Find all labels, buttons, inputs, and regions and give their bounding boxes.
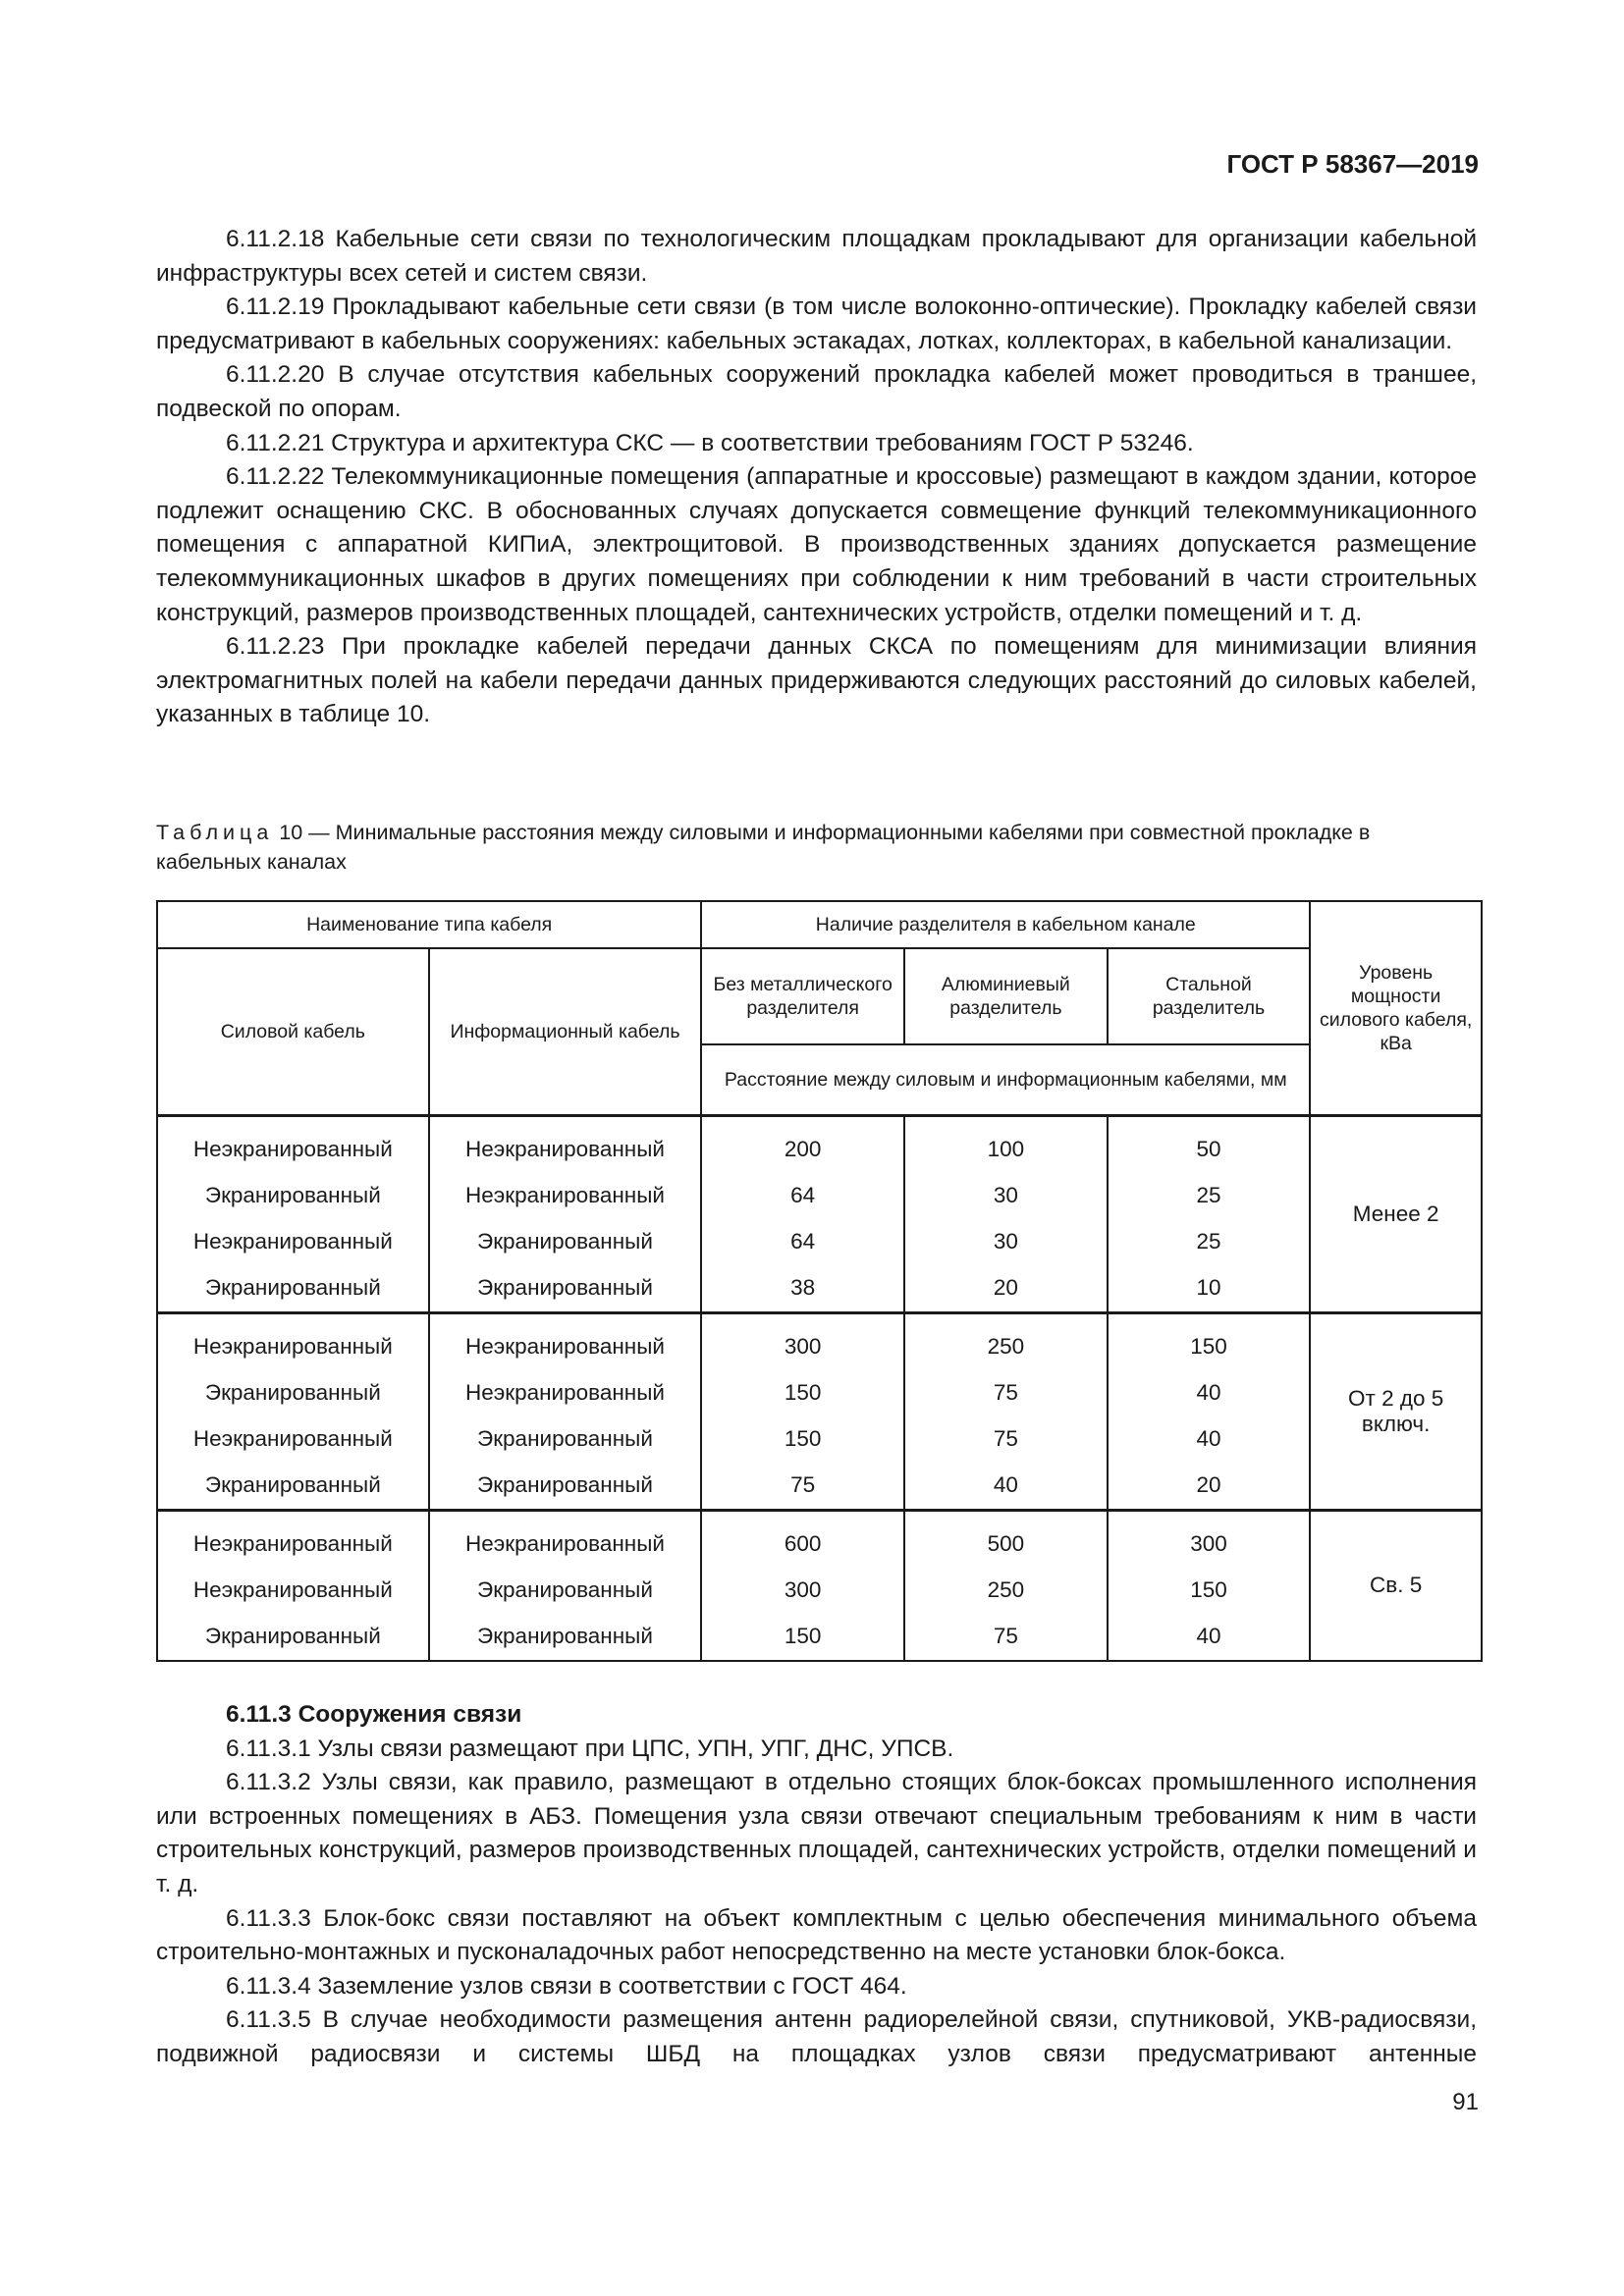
power-cable-cell: Неэкранированный	[157, 1312, 429, 1370]
info-cable-cell: Неэкранированный	[429, 1312, 702, 1370]
table-caption-text: 10 — Минимальные расстояния между силовыми и информационными кабелями при совместной прокладке в кабельных каналах	[156, 821, 1371, 874]
no-metal-distance-cell: 64	[701, 1219, 904, 1265]
paragraph: 6.11.2.22 Телекоммуникационные помещения (аппаратные и кроссовые) размещают в каждом здании, которое подлежит оснащению СКС. В обоснованных случаях допускается совмещение функций телекоммуникационного помещения с аппаратной КИПиА, электрощитовой. В производственных зданиях допускается размещение телекоммуникационных шкафов в других помещениях при соблюдении к ним требований в части строительных конструкций, размеров производственных площадей, сантехнических устройств, отделки помещений и т. д.	[156, 463, 1477, 626]
header-info-cable: Информационный кабель	[429, 948, 702, 1115]
power-level-cell: Св. 5	[1310, 1510, 1482, 1661]
info-cable-cell: Экранированный	[429, 1568, 702, 1614]
paragraph: 6.11.3.1 Узлы связи размещают при ЦПС, УПН, УПГ, ДНС, УПСВ.	[226, 1735, 954, 1762]
power-cable-cell: Экранированный	[157, 1614, 429, 1661]
no-metal-distance-cell: 150	[701, 1614, 904, 1661]
power-cable-cell: Неэкранированный	[157, 1568, 429, 1614]
table-caption-label: Таблица	[156, 821, 274, 844]
body-text-top	[156, 223, 1477, 732]
info-cable-cell: Экранированный	[429, 1416, 702, 1463]
header-aluminum-separator: Алюминиевый разделитель	[904, 948, 1108, 1044]
table-row	[157, 1416, 1482, 1463]
table-row	[157, 1568, 1482, 1614]
header-no-metal-separator: Без металлического разделителя	[701, 948, 904, 1044]
aluminum-distance-cell: 20	[904, 1265, 1108, 1313]
paragraph: 6.11.2.19 Прокладывают кабельные сети связи (в том числе волоконно-оптические). Прокладку кабелей связи предусматривают в кабельных сооружениях: кабельных эстакадах, лотках, коллекторах, в кабельной канализации.	[156, 294, 1477, 354]
table-row	[157, 1265, 1482, 1313]
paragraph: 6.11.2.18 Кабельные сети связи по технологическим площадкам прокладывают для организации кабельной инфраструктуры всех сетей и систем связи.	[156, 226, 1477, 287]
aluminum-distance-cell: 40	[904, 1463, 1108, 1511]
header-separator-group: Наличие разделителя в кабельном канале	[701, 901, 1310, 948]
header-cable-type-group: Наименование типа кабеля	[157, 901, 701, 948]
power-level-cell: Менее 2	[1310, 1115, 1482, 1312]
aluminum-distance-cell: 75	[904, 1370, 1108, 1416]
steel-distance-cell: 50	[1108, 1115, 1311, 1173]
no-metal-distance-cell: 75	[701, 1463, 904, 1511]
table-row	[157, 1614, 1482, 1661]
steel-distance-cell: 150	[1108, 1312, 1311, 1370]
table-row	[157, 1312, 1482, 1370]
power-cable-cell: Экранированный	[157, 1265, 429, 1313]
aluminum-distance-cell: 100	[904, 1115, 1108, 1173]
power-cable-cell: Неэкранированный	[157, 1416, 429, 1463]
no-metal-distance-cell: 38	[701, 1265, 904, 1313]
no-metal-distance-cell: 200	[701, 1115, 904, 1173]
power-level-cell: От 2 до 5 включ.	[1310, 1312, 1482, 1510]
steel-distance-cell: 300	[1108, 1510, 1311, 1568]
aluminum-distance-cell: 75	[904, 1416, 1108, 1463]
steel-distance-cell: 40	[1108, 1416, 1311, 1463]
table-row	[157, 1370, 1482, 1416]
table-row	[157, 1173, 1482, 1219]
steel-distance-cell: 25	[1108, 1173, 1311, 1219]
aluminum-distance-cell: 75	[904, 1614, 1108, 1661]
info-cable-cell: Экранированный	[429, 1463, 702, 1511]
info-cable-cell: Неэкранированный	[429, 1173, 702, 1219]
aluminum-distance-cell: 500	[904, 1510, 1108, 1568]
power-cable-cell: Экранированный	[157, 1370, 429, 1416]
no-metal-distance-cell: 64	[701, 1173, 904, 1219]
no-metal-distance-cell: 300	[701, 1312, 904, 1370]
info-cable-cell: Экранированный	[429, 1614, 702, 1661]
paragraph: 6.11.2.21 Структура и архитектура СКС — в соответствии требованиям ГОСТ Р 53246.	[226, 429, 1194, 456]
power-cable-cell: Неэкранированный	[157, 1115, 429, 1173]
page-number: 91	[1452, 2089, 1479, 2115]
table-caption	[156, 818, 1477, 877]
steel-distance-cell: 25	[1108, 1219, 1311, 1265]
paragraph: 6.11.3.5 В случае необходимости размещения антенн радиорелейной связи, спутниковой, УКВ-радиосвязи, подвижной радиосвязи и системы ШБД на площадках узлов связи предусматривают антенные	[156, 2006, 1477, 2067]
paragraph: 6.11.3.2 Узлы связи, как правило, размещают в отдельно стоящих блок-боксах промышленного исполнения или встроенных помещениях в АБЗ. Помещения узла связи отвечают специальным требованиям к ним в части строительных конструкций, размеров производственных площадей, сантехнических устройств, отделки помещений и т. д.	[156, 1769, 1477, 1897]
no-metal-distance-cell: 600	[701, 1510, 904, 1568]
document-id-header: ГОСТ Р 58367—2019	[1226, 149, 1479, 179]
section-6-11-3	[156, 1698, 1477, 2072]
paragraph: 6.11.3.4 Заземление узлов связи в соответствии с ГОСТ 464.	[226, 1972, 907, 2000]
info-cable-cell: Неэкранированный	[429, 1370, 702, 1416]
steel-distance-cell: 10	[1108, 1265, 1311, 1313]
cable-distance-table	[156, 900, 1483, 1662]
power-cable-cell: Неэкранированный	[157, 1219, 429, 1265]
paragraph: 6.11.2.23 При прокладке кабелей передачи данных СКСА по помещениям для минимизации влияния электромагнитных полей на кабели передачи данных придерживаются следующих расстояний до силовых кабелей, указанных в таблице 10.	[156, 633, 1477, 728]
paragraph: 6.11.2.20 В случае отсутствия кабельных сооружений прокладка кабелей может проводиться в траншее, подвеской по опорам.	[156, 361, 1477, 422]
header-steel-separator: Стальной разделитель	[1108, 948, 1311, 1044]
power-cable-cell: Экранированный	[157, 1463, 429, 1511]
info-cable-cell: Неэкранированный	[429, 1510, 702, 1568]
info-cable-cell: Неэкранированный	[429, 1115, 702, 1173]
steel-distance-cell: 20	[1108, 1463, 1311, 1511]
no-metal-distance-cell: 150	[701, 1416, 904, 1463]
power-cable-cell: Неэкранированный	[157, 1510, 429, 1568]
info-cable-cell: Экранированный	[429, 1219, 702, 1265]
steel-distance-cell: 150	[1108, 1568, 1311, 1614]
header-distance: Расстояние между силовым и информационным кабелями, мм	[701, 1044, 1310, 1115]
no-metal-distance-cell: 150	[701, 1370, 904, 1416]
header-power-cable: Силовой кабель	[157, 948, 429, 1115]
table-body	[157, 1115, 1482, 1661]
table-row	[157, 1115, 1482, 1173]
aluminum-distance-cell: 250	[904, 1568, 1108, 1614]
steel-distance-cell: 40	[1108, 1614, 1311, 1661]
table-row	[157, 1463, 1482, 1511]
no-metal-distance-cell: 300	[701, 1568, 904, 1614]
table-row	[157, 1510, 1482, 1568]
info-cable-cell: Экранированный	[429, 1265, 702, 1313]
aluminum-distance-cell: 30	[904, 1173, 1108, 1219]
aluminum-distance-cell: 250	[904, 1312, 1108, 1370]
steel-distance-cell: 40	[1108, 1370, 1311, 1416]
aluminum-distance-cell: 30	[904, 1219, 1108, 1265]
section-heading: 6.11.3 Сооружения связи	[226, 1701, 522, 1728]
header-power-level: Уровень мощности силового кабеля, кВа	[1310, 901, 1482, 1115]
paragraph: 6.11.3.3 Блок-бокс связи поставляют на объект комплектным с целью обеспечения минимального объема строительно-монтажных и пусконаладочных работ непосредственно на месте установки блок-бокса.	[156, 1904, 1477, 1966]
power-cable-cell: Экранированный	[157, 1173, 429, 1219]
table-row	[157, 1219, 1482, 1265]
